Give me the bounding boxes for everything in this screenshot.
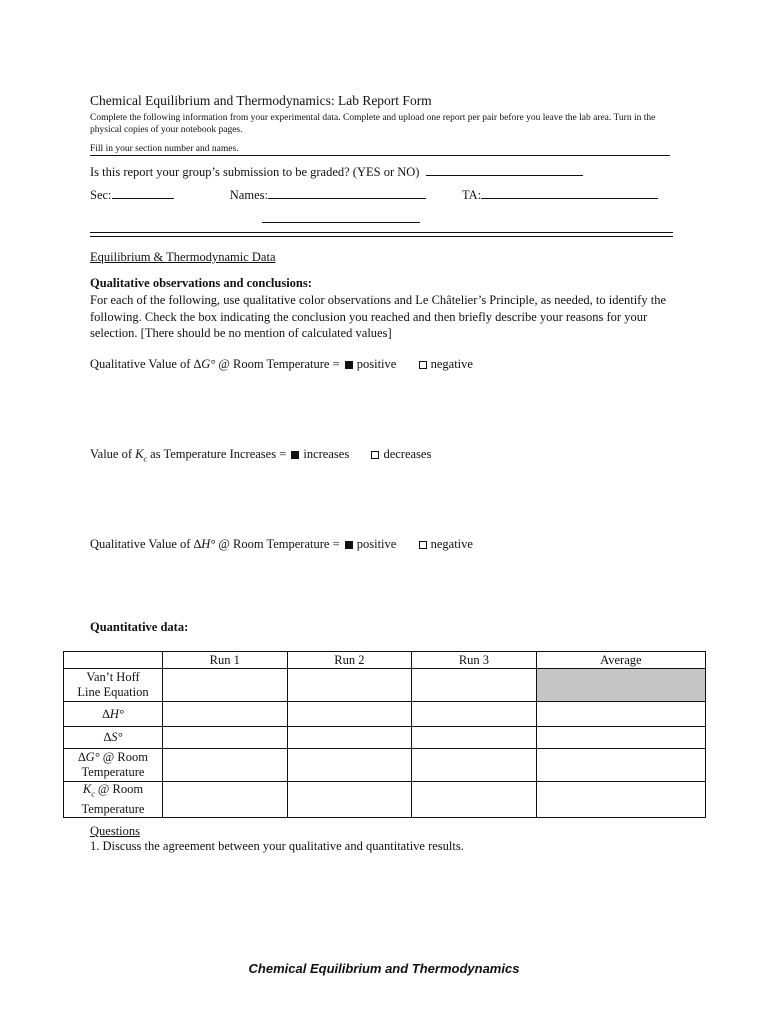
qualitative-item-kc bbox=[90, 447, 431, 464]
cell-run1[interactable] bbox=[163, 669, 288, 702]
intro-instructions: Complete the following information from your experimental data. Complete and upload one report per pair before you leave the lab area. Turn in the physical copies of your notebook pages. bbox=[90, 113, 656, 135]
questions-heading: Questions bbox=[90, 824, 140, 838]
table-header-row bbox=[64, 652, 706, 669]
row-header-line: Temperature bbox=[81, 801, 145, 816]
table-row bbox=[64, 782, 706, 818]
row-header-variable: G° bbox=[85, 750, 100, 764]
row-header-line: Line Equation bbox=[77, 685, 149, 699]
names-label: Names: bbox=[229, 188, 268, 202]
cell-run2[interactable] bbox=[287, 669, 412, 702]
option-label: increases bbox=[303, 447, 350, 461]
row-header-kc bbox=[64, 782, 163, 818]
graded-question-row bbox=[90, 163, 583, 180]
cell-run1[interactable] bbox=[163, 749, 288, 782]
row-header-subscript: c bbox=[91, 789, 95, 799]
cell-run3[interactable] bbox=[412, 702, 537, 727]
cell-average[interactable] bbox=[536, 749, 705, 782]
cell-run1[interactable] bbox=[163, 702, 288, 727]
row-header-variable: S° bbox=[111, 730, 123, 744]
sec-field[interactable] bbox=[112, 186, 174, 199]
row-header-vant-hoff bbox=[64, 669, 163, 702]
table-row bbox=[64, 749, 706, 782]
checkbox-negative[interactable] bbox=[419, 541, 427, 549]
row-header-delta: ∆ bbox=[77, 750, 86, 764]
checkbox-decreases[interactable] bbox=[371, 451, 379, 459]
item-variable: G° bbox=[201, 357, 216, 371]
cell-run3[interactable] bbox=[412, 782, 537, 818]
row-header-line bbox=[64, 782, 162, 802]
item-label: Qualitative Value of ∆ bbox=[90, 357, 202, 371]
qualitative-item-dg bbox=[90, 357, 473, 372]
cell-average[interactable] bbox=[536, 727, 705, 749]
cell-run2[interactable] bbox=[287, 702, 412, 727]
table-header-cell: Run 1 bbox=[163, 652, 288, 669]
row-header-rest: @ Room bbox=[94, 782, 144, 796]
cell-run3[interactable] bbox=[412, 727, 537, 749]
option-label: decreases bbox=[383, 447, 432, 461]
checkbox-positive[interactable] bbox=[345, 361, 353, 369]
item-label-rest: @ Room Temperature = bbox=[215, 537, 343, 551]
option-label: positive bbox=[356, 357, 397, 371]
graded-question-label: Is this report your group’s submission to be graded? (YES or NO) bbox=[90, 165, 420, 179]
item-variable: K bbox=[135, 447, 144, 461]
question-item: 1. Discuss the agreement between your qualitative and quantitative results. bbox=[90, 839, 464, 853]
cell-average-disabled bbox=[536, 669, 705, 702]
checkbox-increases[interactable] bbox=[291, 451, 299, 459]
item-label-rest: as Temperature Increases = bbox=[147, 447, 290, 461]
qualitative-heading: Qualitative observations and conclusions: bbox=[90, 276, 312, 290]
cell-run1[interactable] bbox=[163, 727, 288, 749]
checkbox-positive[interactable] bbox=[345, 541, 353, 549]
table-header-cell: Run 2 bbox=[287, 652, 412, 669]
row-header-dh bbox=[64, 702, 163, 727]
cell-run1[interactable] bbox=[163, 782, 288, 818]
table-header-cell: Run 3 bbox=[412, 652, 537, 669]
table-row bbox=[64, 727, 706, 749]
row-header-delta: ∆ bbox=[102, 706, 110, 721]
row-header-variable: H° bbox=[109, 706, 124, 721]
row-header-line bbox=[64, 750, 162, 765]
cell-run3[interactable] bbox=[412, 669, 537, 702]
section-names-row bbox=[90, 186, 658, 203]
cell-run2[interactable] bbox=[287, 782, 412, 818]
divider bbox=[90, 232, 673, 237]
option-label: positive bbox=[356, 537, 397, 551]
item-subscript: c bbox=[143, 454, 148, 464]
row-header-dg bbox=[64, 749, 163, 782]
row-header-variable: K bbox=[82, 782, 92, 796]
form-title: Chemical Equilibrium and Thermodynamics: Lab Report Form bbox=[90, 93, 432, 108]
quantitative-table bbox=[63, 651, 706, 818]
page-footer: Chemical Equilibrium and Thermodynamics bbox=[248, 961, 520, 976]
item-label: Value of bbox=[90, 447, 136, 461]
row-header-line: Temperature bbox=[81, 765, 145, 779]
cell-run2[interactable] bbox=[287, 749, 412, 782]
ta-label: TA: bbox=[462, 188, 482, 202]
row-header-line: Van’t Hoff bbox=[86, 670, 140, 684]
row-header-ds bbox=[64, 727, 163, 749]
names-field[interactable] bbox=[268, 186, 426, 199]
qualitative-instructions: For each of the following, use qualitative color observations and Le Châtelier’s Principle, as needed, to identify the following. Check the box indicating the conclusion you reached and then briefly describe your reasons for your selection. [There should be no mention of calculated values] bbox=[90, 293, 666, 340]
table-header-cell: Average bbox=[536, 652, 705, 669]
names-field-second[interactable] bbox=[262, 210, 420, 223]
item-variable: H° bbox=[201, 537, 216, 551]
cell-run2[interactable] bbox=[287, 727, 412, 749]
sec-label: Sec: bbox=[90, 188, 112, 202]
item-label: Qualitative Value of ∆ bbox=[90, 537, 202, 551]
checkbox-negative[interactable] bbox=[419, 361, 427, 369]
table-row bbox=[64, 669, 706, 702]
fill-in-instruction: Fill in your section number and names. bbox=[90, 144, 670, 156]
option-label: negative bbox=[430, 357, 473, 371]
qualitative-item-dh bbox=[90, 537, 473, 552]
row-header-rest: @ Room bbox=[99, 750, 148, 764]
item-label-rest: @ Room Temperature = bbox=[215, 357, 343, 371]
row-header-delta: ∆ bbox=[103, 730, 112, 744]
quantitative-heading: Quantitative data: bbox=[90, 620, 189, 634]
section-heading: Equilibrium & Thermodynamic Data bbox=[90, 250, 276, 264]
table-row bbox=[64, 702, 706, 727]
table-header-cell bbox=[64, 652, 163, 669]
ta-field[interactable] bbox=[481, 186, 658, 199]
graded-answer-field[interactable] bbox=[426, 163, 583, 176]
cell-average[interactable] bbox=[536, 702, 705, 727]
cell-run3[interactable] bbox=[412, 749, 537, 782]
option-label: negative bbox=[430, 537, 473, 551]
cell-average[interactable] bbox=[536, 782, 705, 818]
